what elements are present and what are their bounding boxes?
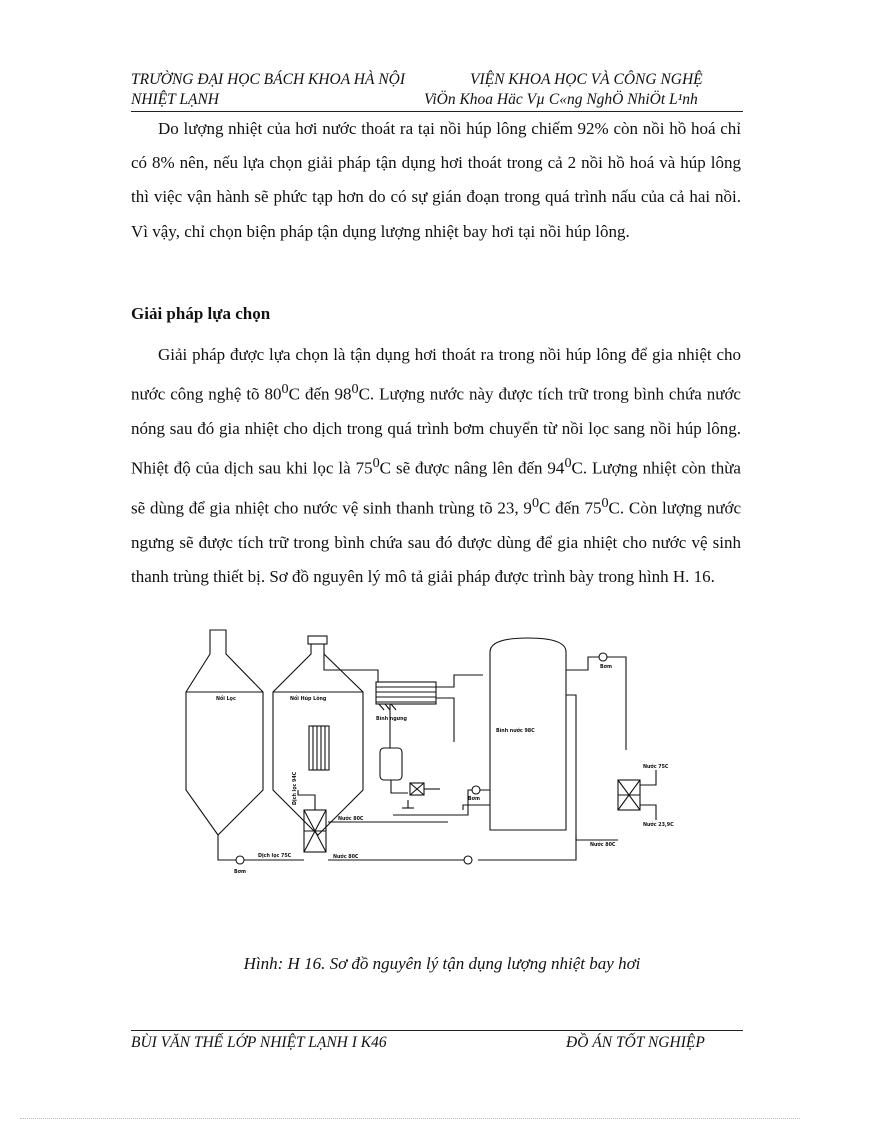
label-pump-1: Bơm	[234, 870, 246, 875]
label-water-80-right: Nước 80C	[590, 843, 616, 848]
pump-icon	[464, 856, 472, 864]
p2-part-d: C sẽ được nâng lên đến 94	[379, 458, 565, 478]
section-heading: Giải pháp lựa chọn	[131, 304, 271, 323]
p2-part-b: C đến 98	[288, 384, 352, 404]
degree-superscript: 0	[531, 495, 540, 512]
lauter-tun-shape	[186, 630, 263, 835]
degree-superscript: 0	[601, 495, 609, 512]
label-hot-water-tank: Bình nước 98C	[496, 729, 535, 734]
footer-author: BÙI VĂN THẾ LỚP NHIỆT LẠNH I K46	[131, 1034, 387, 1051]
header-school: TRƯỜNG ĐẠI HỌC BÁCH KHOA HÀ NỘI	[131, 71, 406, 88]
pump-icon	[472, 786, 480, 794]
header-institute-encoded: ViÖn Khoa Häc Vµ C«ng NghÖ NhiÖt L¹nh	[424, 91, 698, 108]
header-institute: VIỆN KHOA HỌC VÀ CÔNG NGHỆ	[470, 71, 703, 88]
degree-superscript: 0	[564, 455, 572, 472]
condenser-shape	[376, 682, 436, 704]
process-diagram	[178, 630, 674, 890]
label-lauter-tun: Nồi Lọc	[216, 697, 236, 702]
degree-superscript: 0	[351, 381, 359, 398]
label-wort-75: Dịch lọc 75C	[258, 854, 292, 859]
label-wort-kettle: Nồi Húp Lông	[290, 697, 327, 702]
label-pump-3: Bơm	[600, 665, 612, 670]
label-pump-2: Bơm	[468, 797, 480, 802]
p2-part-c: C. Lượng nước này được tích trữ trong bình chứa nước nóng sau đó gia nhiệt cho dịch trong quá trình bơm chuyển từ nồi lọc sang nồi húp lông. Nhiệt độ của dịch sau khi lọc là 75	[131, 384, 741, 478]
p2-part-e: C. Lượng nhiệt còn thừa sẽ dùng để gia nhiệt cho nước vệ sinh thanh trùng tõ 23, 9	[131, 458, 741, 518]
label-water-23: Nước 23,9C	[643, 823, 674, 828]
wort-kettle-shape	[273, 644, 363, 835]
p2-part-a: Giải pháp được lựa chọn là tận dụng hơi thoát ra trong nồi húp lông để gia nhiệt cho nước công nghệ tõ 80	[131, 345, 741, 404]
header-department: NHIỆT LẠNH	[131, 91, 219, 108]
paragraph-2-text	[131, 338, 741, 594]
hot-water-tank-shape	[490, 638, 566, 830]
degree-superscript: 0	[281, 381, 289, 398]
paragraph-1-text: Do lượng nhiệt của hơi nước thoát ra tại nồi húp lông chiếm 92% còn nồi hồ hoá chỉ có 8% nên, nếu lựa chọn giải pháp tận dụng hơi thoát trong cả 2 nồi hồ hoá và húp lông thì việc vận hành sẽ phức tạp hơn do có sự gián đoạn trong quá trình nấu của cả hai nồi. Vì vậy, chỉ chọn biện pháp tận dụng lượng nhiệt bay hơi tại nồi húp lông.	[131, 119, 741, 241]
p2-part-f: C đến 75	[539, 498, 602, 518]
figure-caption: Hình: H 16. Sơ đồ nguyên lý tận dụng lượng nhiệt bay hơi	[243, 954, 641, 973]
p2-part-g: C. Còn lượng nước ngưng sẽ được tích trữ trong bình chứa sau đó được dùng để gia nhiệt cho nước vệ sinh thanh trùng thiết bị. Sơ đồ nguyên lý mô tả giải pháp được trình bày trong hình H. 16.	[131, 498, 741, 587]
pump-icon	[236, 856, 244, 864]
paragraph-1	[131, 112, 741, 249]
label-water-80-top: Nước 80C	[338, 817, 364, 822]
kettle-heater	[309, 726, 329, 770]
label-wort-94: Dịch lọc 94C	[293, 771, 298, 805]
footer-title: ĐỒ ÁN TỐT NGHIỆP	[566, 1034, 705, 1051]
paragraph-2	[131, 338, 741, 594]
footer-rule	[131, 1030, 743, 1031]
label-condensate: Bình ngưng	[376, 717, 407, 722]
degree-superscript: 0	[372, 455, 380, 472]
pump-icon	[599, 653, 607, 661]
label-water-75: Nước 75C	[643, 765, 669, 770]
label-water-80-bottom: Nước 80C	[333, 855, 359, 860]
page-edge	[20, 1118, 800, 1119]
condensate-tank	[380, 748, 402, 780]
